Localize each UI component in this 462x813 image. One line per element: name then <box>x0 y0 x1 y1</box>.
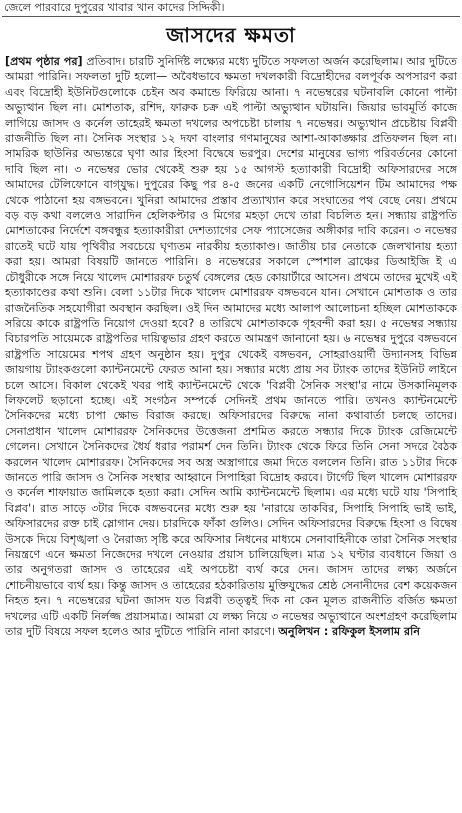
article-text: প্রতিবাদ। চারটি সুনির্দিষ্ট লক্ষ্যের মধ্যে দুটিতে সফলতা অর্জন করেছিলাম। আর দুটিতে আমরা পারিনি। সফলতা দুটি হলো— অবৈধভাবে ক্ষমতা দখলকারী বিদ্রোহীদের বলপূর্বক অপসারণ করা এবং বিদ্রোহী ইউনিটগুলোকে চেইন অব কমান্ডে ফিরিয়ে আনা। ৭ নভেম্বরের ঘটনাবলি কোনো পাল্টা অভ্যুত্থান ছিল না। মোশতাক, রশিদ, ফারুক চক্র এই পাল্টা অভ্যুত্থান ঘটায়নি। জিয়ার ভাবমূর্তি কাজে লাগিয়ে জাসদ ও কর্নেল তাহেরই ক্ষমতা দখলের অপচেষ্টা চালায় ৭ নভেম্বর। অভ্যুত্থান প্রচেষ্টায় বিপ্লবী রাজনীতি ছিল না। সৈনিক সংস্থার ১২ দফা বাংলার গণমানুষের আশা-আকাঙ্ক্ষার প্রতিফলন ছিল না। সামরিক ছাউনির অভ্যন্তরে ঘৃণা আর হিংসা বিদ্বেষে ভরপুর। দেশের মানুষের ভাগ্য পরিবর্তনের কোনো দাবি ছিল না। ৩ নভেম্বর ভোর থেকেই শুরু হয় ১৫ আগস্ট হত্যাকারী বিদ্রোহী অফিসারদের সঙ্গে আমাদের টেলিফোনে বাগ্‌যুদ্ধ। দুপুরের কিছু পর ৪-৫ জনের একটি নেগোসিয়েশন টিম আমাদের পক্ষ থেকে পাঠানো হয় বঙ্গভবনে। খুনিরা আমাদের প্রস্তাব প্রত্যাখ্যান করে সংঘাতের পথ বেছে নেয়। প্রথমে বড় বড় কথা বললেও সারাদিন হেলিকপ্টার ও মিগের মহড়া দেখে তারা বিচলিত হন। সন্ধ্যায় রাষ্ট্রপতি মোশতাকের নির্দেশে বঙ্গবন্ধুর হত্যাকারীরা দেশত্যাগের সেফ প্যাসেজের অঙ্গীকার দাবি করেন। ৩ নভেম্বর রাতেই ঘটে যায় পৃথিবীর সবচেয়ে ঘৃণ্যতম নারকীয় হত্যাকাণ্ড। জাতীয় চার নেতাকে জেলখানায় হত্যা করা হয়। আমরা বিষয়টি জানতে পারিনি। ৪ নভেম্বরের সকালে স্পেশাল ব্রাঞ্চের ডিআইজি ই এ চৌধুরীকে সঙ্গে নিয়ে খালেদ মোশাররফ চতুর্থ বেঙ্গলের হেড কোয়ার্টারে আসেন। প্রথমে তাদের মুখেই এই হত্যাকাণ্ডের কথা শুনি। বেলা ১১টার দিকে খালেদ মোশাররফ বঙ্গভবনে যান। সেখানে মোশতাক ও তার রাজনৈতিক সহযোগীরা অবস্থান করছিল। ওই দিন আমাদের মধ্যে আলাপ আলোচনা হচ্ছিল মোশতাককে সরিয়ে কাকে রাষ্ট্রপতি নিয়োগ দেওয়া হবে? ৪ তারিখে মোশতাককে গৃহবন্দী করা হয়। ৫ নভেম্বর সন্ধ্যায় বিচারপতি সায়েমকে রাষ্ট্রপতির দায়িত্বভার গ্রহণ করতে আমন্ত্রণ জানানো হয়। ৬ নভেম্বর দুপুরে বঙ্গভবনে রাষ্ট্রপতি সায়েমের শপথ গ্রহণ অনুষ্ঠান হয়। দুপুর থেকেই বঙ্গভবন, সোহরাওয়ার্দী উদ্যানসহ বিভিন্ন জায়গায় ট্যাংকগুলো ক্যান্টনমেন্টে ফেরত আনা হয়। সন্ধ্যার মধ্যে প্রায় সব ট্যাংক তাদের ইউনিট লাইনে চলে আসে। বিকাল থেকেই খবর পাই ক্যান্টনমেন্টে থেকে 'বিপ্লবী সৈনিক সংস্থা'র নামে উসকানিমূলক লিফলেট ছড়ানো হচ্ছে। এই সংগঠন সম্পর্কে সেদিনই প্রথম জানতে পারি। তখনও ক্যান্টনমেন্টে সৈনিকদের মধ্যে চাপা ক্ষোভ বিরাজ করছে। অফিসারদের বিরুদ্ধে নানা কথাবার্তা চলছে তাদের। সেনাপ্রধান খালেদ মোশাররফ সৈনিকদের উত্তেজনা প্রশমিত করতে সন্ধ্যার দিকে ট্যাংক রেজিমেন্টে গেলেন। সেখানে সৈনিকদের ধৈর্য ধরার পরামর্শ দেন তিনি। ট্যাংক থেকে ফিরে তিনি সেনা সদরে বৈঠক করলেন খালেদ মোশাররফ। সৈনিকদের সব অস্ত্র অস্ত্রাগারে জমা দিতে বললেন তিনি। রাত ১১টার দিকে জানতে পারি জাসদ ও সৈনিক সংস্থার আহ্বানে সিপাহিরা বিদ্রোহ করবে। টার্গেট ছিল খালেদ মোশাররফ ও কর্নেল শাফায়াত জামিলকে হত্যা করা। সেদিন আমি ক্যান্টনমেন্টে ছিলাম। এর মধ্যে ঘটে যায় 'সিপাহি বিপ্লব'। রাত সাড়ে ৩টার দিকে বঙ্গভবনের মধ্যে শুরু হয় 'নারায়ে তাকবির, সিপাহি সিপাহি ভাই ভাই, অফিসারদের রক্ত চাই স্লোগান দেয়। চারদিকে ফাঁকা গুলিও। সেদিন অফিসারদের বিরুদ্ধে হিংসা ও বিদ্বেষ উসকে দিয়ে বিশৃঙ্খলা ও নৈরাজ্য সৃষ্টি করে অফিসার নিধনের মাধ্যমে সেনাবাহিনীকে তারা সৈনিক সংস্থার নিয়ন্ত্রণে এনে ক্ষমতা নিজেদের দখলে নেওয়ার প্রয়াস চালিয়েছিল। মাত্র ১২ ঘণ্টার ব্যবধানে জিয়া ও তার অনুগতরা জাসদ ও তাহেরের এই অপচেষ্টা ব্যর্থ করে দেন। জাসদ তাদের লক্ষ্য অর্জনে শোচনীয়ভাবে ব্যর্থ হয়। কিন্তু জাসদ ও তাহেরের হঠকারিতায় মুক্তিযুদ্ধের শ্রেষ্ঠ সেনানীদের বেশ কয়েকজন নিহত হন। ৭ নভেম্বরের ঘটনা জাসদ যত বিপ্লবী তত্ত্বই দিক না কেন মূলত রাজনীতি বর্জিত ক্ষমতা দখলের এটি একটি নির্লজ্জ প্রয়াসমাত্র। আমরা যে লক্ষ্য নিয়ে ৩ নভেম্বর অভ্যুত্থানে অংশগ্রহণ করেছিলাম তার দুটি বিষয়ে সফল হলেও আর দুটিতে পারিনি নানা কারণে। <box>5 55 458 639</box>
article-paragraph <box>5 54 457 639</box>
article-headline: জাসদের ক্ষমতা <box>166 23 296 47</box>
article-body <box>0 54 462 794</box>
previous-article-cutline: জেলে পারবারে দুপুরের খাবার খান কাদের সিদ্দিকী। <box>4 1 225 14</box>
author-credit: অনুলিখন : রফিকুল ইসলাম রনি <box>278 625 420 639</box>
continuation-label: [প্রথম পৃষ্ঠার পর] <box>5 55 83 68</box>
